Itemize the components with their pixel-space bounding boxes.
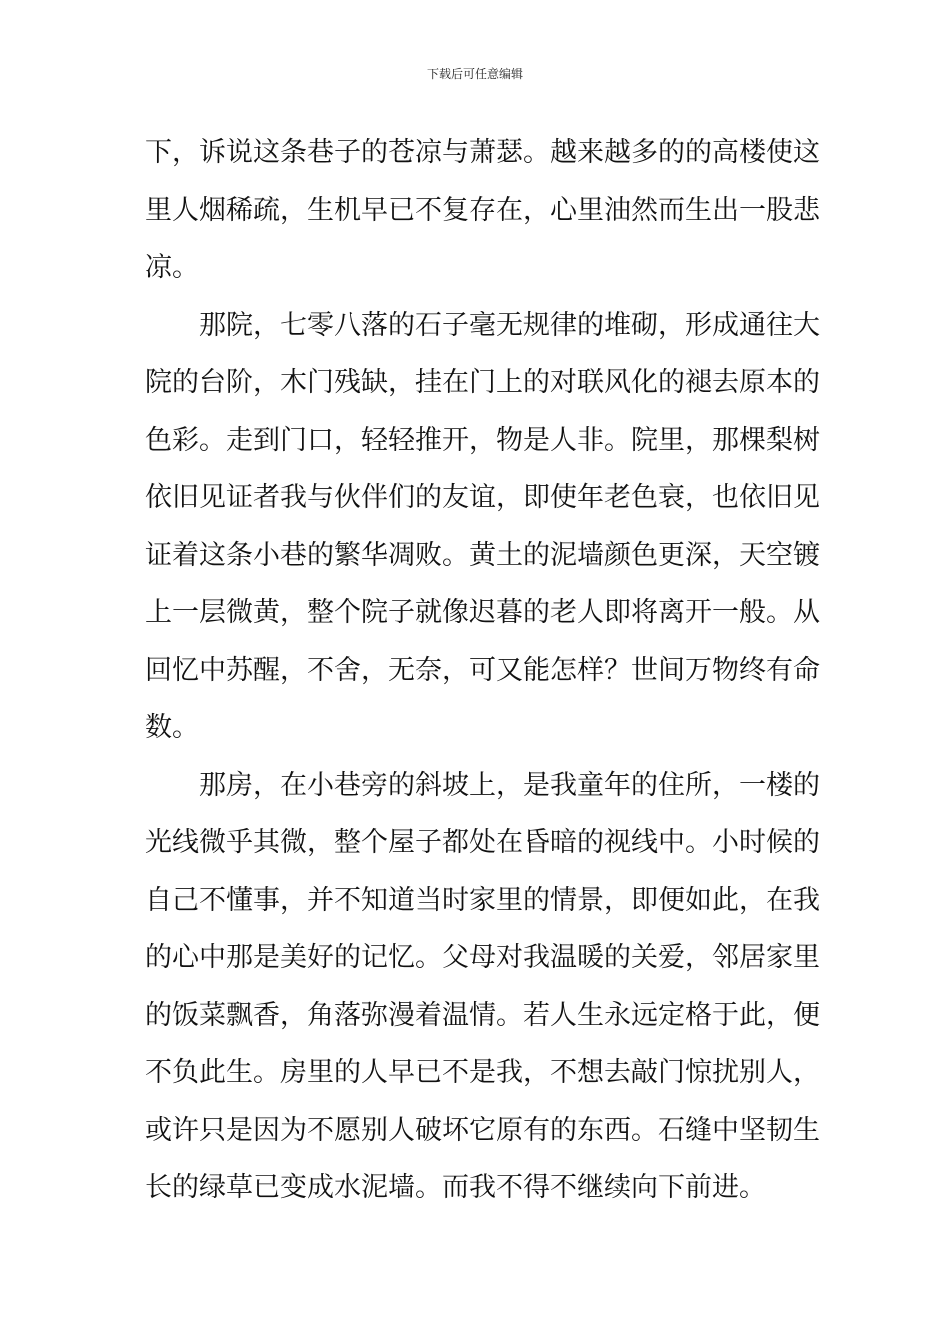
text-line: 数。	[145, 712, 199, 743]
text-line: 证着这条小巷的繁华凋败。黄土的泥墙颜色更深，天空镀	[145, 539, 820, 571]
page-header: 下载后可任意编辑	[426, 67, 523, 81]
text-line: 依旧见证者我与伙伴们的友谊，即使年老色衰，也依旧见	[145, 482, 820, 513]
text-line: 不负此生。房里的人早已不是我，不想去敲门惊扰别人，	[145, 1057, 820, 1088]
text-line: 里人烟稀疏，生机早已不复存在，心里油然而生出一股悲	[145, 194, 820, 226]
text-line: 下，诉说这条巷子的苍凉与萧瑟。越来越多的的高楼使这	[145, 137, 820, 168]
text-line: 回忆中苏醒，不舍，无奈，可又能怎样？世间万物终有命	[145, 654, 820, 686]
text-line: 凉。	[145, 252, 199, 283]
text-line: 或许只是因为不愿别人破坏它原有的东西。石缝中坚韧生	[145, 1114, 820, 1146]
text-line: 的饭菜飘香，角落弥漫着温情。若人生永远定格于此，便	[145, 999, 820, 1031]
text-line: 上一层微黄，整个院子就像迟暮的老人即将离开一般。从	[145, 597, 820, 628]
paragraph-start-line: 那院，七零八落的石子毫无规律的堆砌，形成通往大	[199, 309, 820, 341]
text-line: 长的绿草已变成水泥墙。而我不得不继续向下前进。	[145, 1172, 766, 1203]
text-line: 的心中那是美好的记忆。父母对我温暖的关爱，邻居家里	[145, 942, 820, 973]
text-line: 院的台阶，木门残缺，挂在门上的对联风化的褪去原本的	[145, 367, 820, 398]
paragraph-start-line: 那房，在小巷旁的斜坡上，是我童年的住所，一楼的	[199, 769, 820, 801]
text-line: 自己不懂事，并不知道当时家里的情景，即便如此，在我	[145, 884, 820, 916]
text-line: 光线微乎其微，整个屋子都处在昏暗的视线中。小时候的	[145, 827, 820, 858]
document-body	[145, 124, 820, 1217]
text-line: 色彩。走到门口，轻轻推开，物是人非。院里，那棵梨树	[145, 424, 820, 456]
